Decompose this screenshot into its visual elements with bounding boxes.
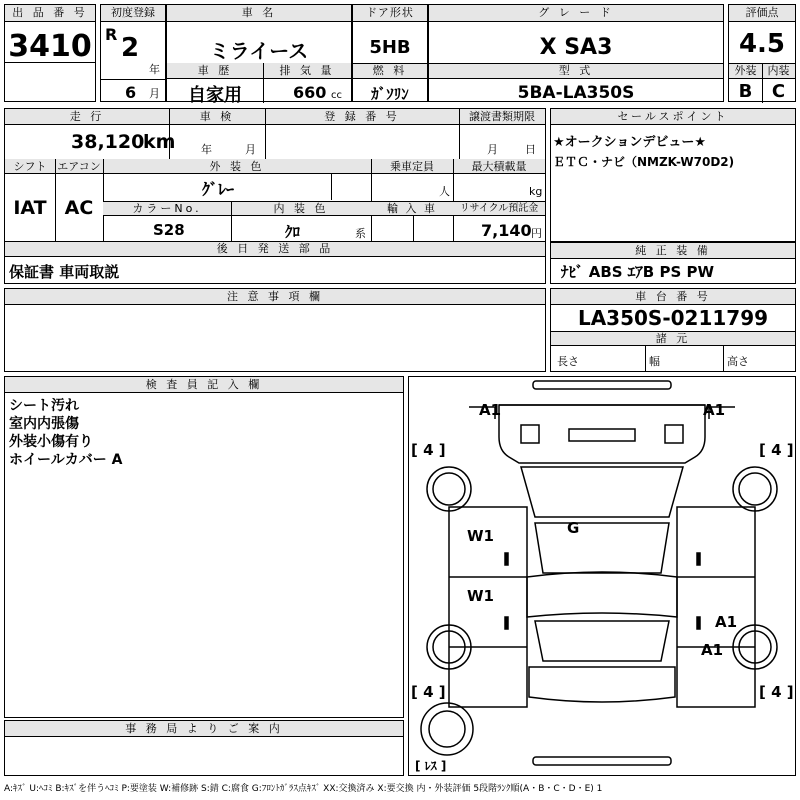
color-no-label: カラーNo. (132, 202, 202, 215)
later-label: 後 日 発 送 部 品 (216, 242, 334, 255)
car-name-label: 車 名 (167, 5, 351, 22)
int-color: ｸﾛ (285, 223, 301, 241)
color-no: S28 (153, 221, 185, 239)
lot-label: 出 品 番 号 (5, 5, 95, 22)
inspector-line-3: 外装小傷有り (9, 434, 93, 450)
reg-month: 6 (125, 83, 137, 102)
mark-right-rear-door: A1 (715, 613, 738, 631)
interior-score: C (771, 81, 786, 102)
inspector-line-4: ホイールカバー A (9, 452, 123, 468)
mileage: 38,120 (71, 131, 145, 153)
inspector-line-2: 室内内張傷 (9, 416, 79, 432)
inspector-line-1: シート汚れ (9, 398, 79, 414)
capacity-unit: 人 (439, 185, 450, 198)
lot-box (4, 4, 96, 102)
transfer-month: 月 (487, 143, 498, 156)
mark-tire-rr: [ 4 ] (759, 683, 794, 701)
shift: IAT (13, 197, 47, 219)
sales-line-1: ★オークションデビュー★ (553, 135, 707, 150)
sales-box (550, 108, 796, 242)
legend: A:ｷｽﾞ U:ﾍｺﾐ B:ｷｽﾞを伴うﾍｺﾐ P:要塗装 W:補修跡 S:錆 C:腐食 G:ﾌﾛﾝﾄｶﾞﾗｽ点ｷｽﾞ XX:交換済み X:要交換 内・外装評価 5段階ﾗﾝｸ順(A・B・C・D・E) 1 (4, 784, 603, 794)
mark-roof: G (567, 519, 580, 537)
mark-front-right: A1 (703, 401, 726, 419)
car-name: ミライース (209, 39, 309, 63)
mark-door-rear: W1 (467, 587, 494, 605)
reg-year: 2 (121, 33, 140, 63)
history: 自家用 (188, 85, 242, 106)
spec-label: 諸 元 (655, 332, 691, 345)
model: 5BA-LA350S (517, 83, 635, 103)
int-color-unit: 系 (355, 227, 366, 240)
mileage-label: 走 行 (69, 110, 105, 123)
width-label: 幅 (649, 355, 660, 368)
sales-label: セールスポイント (551, 109, 795, 125)
capacity-label: 乗車定員 (390, 160, 434, 173)
later-parts: 保証書 車両取説 (9, 263, 120, 281)
exterior-score: B (738, 81, 753, 102)
mark-front-left: A1 (479, 401, 502, 419)
interior-label: 内装 (767, 64, 790, 77)
mark-door-front: W1 (467, 527, 494, 545)
int-color-label: 内 装 色 (273, 202, 329, 215)
mark-tire-fl: [ 4 ] (411, 441, 446, 459)
max-load-unit: kg (529, 185, 543, 198)
car-diagram (408, 376, 796, 776)
recycle-label: リサイクル預託金 (459, 203, 539, 214)
mileage-unit: km (143, 131, 176, 153)
chassis-label: 車 台 番 号 (551, 289, 795, 305)
recycle-amount: 7,140 (481, 221, 532, 240)
car-diagram-svg (409, 377, 795, 775)
mark-tire-fr: [ 4 ] (759, 441, 794, 459)
shift-label: シフト (13, 160, 47, 173)
door-label: ドア形状 (353, 5, 427, 22)
chassis-number: LA350S-0211799 (577, 306, 769, 330)
score-label: 評価点 (729, 5, 795, 22)
sales-line-2: ＥＴＣ・ナビ（NMZK-W70D2) (553, 155, 735, 169)
transfer-label: 譲渡書類期限 (469, 110, 535, 123)
office-box (4, 720, 404, 776)
door-box (352, 4, 428, 102)
mark-right-rear-quarter: A1 (701, 641, 724, 659)
inspection-label: 車 検 (199, 110, 235, 123)
ext-color-label: 外 装 色 (209, 160, 265, 173)
aircon-label: エアコン (57, 160, 101, 173)
displacement: 660 (293, 83, 327, 102)
max-load-label: 最大積載量 (471, 160, 527, 173)
mark-tire-rl: [ 4 ] (411, 683, 446, 701)
inspector-box (4, 376, 404, 718)
reg-month-unit: 月 (149, 87, 160, 100)
grade-label: グ レ ー ド (429, 5, 723, 22)
mark-spare: [ ﾚｽ ] (415, 759, 447, 773)
inspector-label: 検 査 員 記 入 欄 (5, 377, 403, 393)
notes-box (4, 288, 546, 372)
mid-box (4, 108, 546, 284)
fuel-label: 燃 料 (372, 64, 408, 77)
era: R (105, 25, 118, 44)
door-type: 5HB (369, 37, 411, 58)
ext-color: ｸﾞﾚｰ (201, 180, 234, 199)
length-label: 長さ (557, 355, 579, 368)
notes-label: 注 意 事 項 欄 (5, 289, 545, 305)
chassis-box (550, 288, 796, 372)
transfer-day: 日 (525, 143, 536, 156)
height-label: 高さ (727, 355, 749, 368)
grade: X SA3 (539, 35, 613, 60)
score: 4.5 (738, 29, 786, 59)
reg-year-unit: 年 (149, 63, 160, 76)
grade-box (428, 4, 724, 102)
score-box (728, 4, 796, 102)
reg-number-label: 登 録 番 号 (324, 110, 400, 123)
model-label: 型 式 (558, 64, 594, 77)
import-label: 輸 入 車 (387, 202, 437, 215)
fuel: ｶﾞｿﾘﾝ (371, 85, 409, 103)
displacement-unit: cc (331, 90, 342, 101)
displacement-label: 排 気 量 (279, 64, 335, 77)
recycle-unit: 円 (531, 227, 542, 240)
lot-number: 3410 (8, 29, 92, 64)
inspection-month: 月 (245, 143, 256, 156)
equipment-label: 純 正 装 備 (551, 243, 795, 259)
first-reg-box (100, 4, 166, 102)
aircon: AC (64, 197, 94, 219)
first-reg-label: 初度登録 (101, 5, 165, 22)
office-label: 事 務 局 よ り ご 案 内 (5, 721, 403, 737)
car-name-box (166, 4, 352, 106)
inspection-year: 年 (201, 143, 212, 156)
exterior-label: 外装 (734, 64, 757, 77)
history-label: 車 歴 (197, 64, 233, 77)
equipment-value: ﾅﾋﾞ ABS ｴｱB PS PW (561, 263, 715, 281)
equipment-box (550, 242, 796, 284)
